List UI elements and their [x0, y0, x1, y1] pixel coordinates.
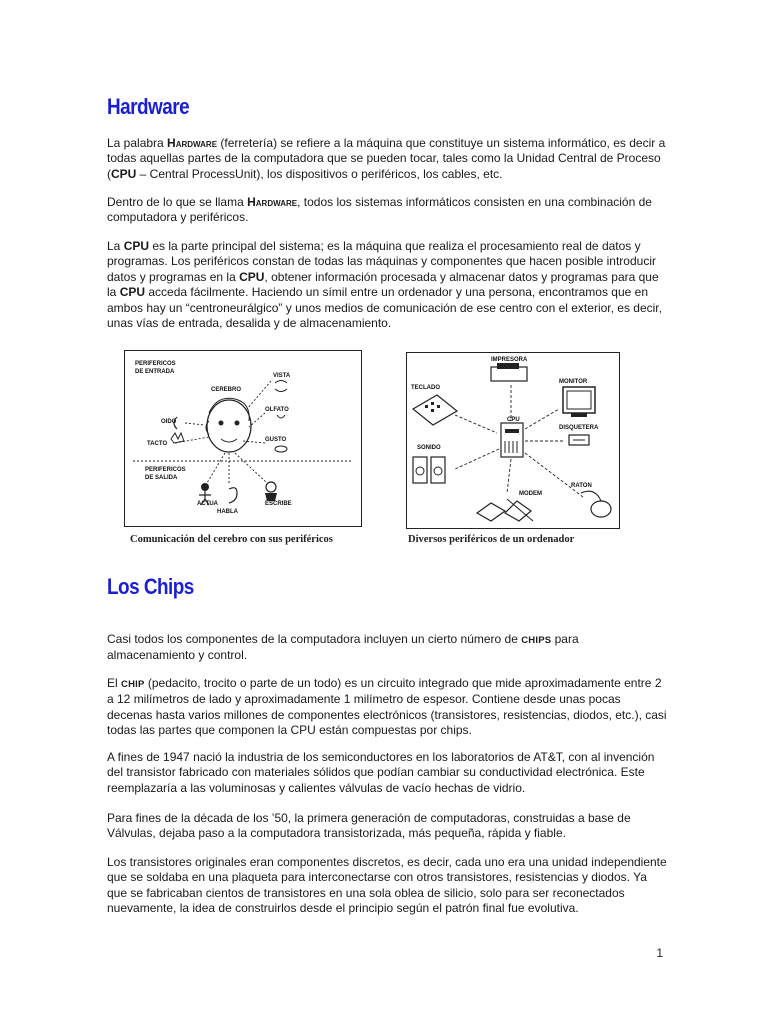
head-shape: [207, 400, 251, 452]
hardware-paragraph-2: Dentro de lo que se llama Hardware, todos los sistemas informáticos consisten en una combinación de computadora y periféricos.: [107, 195, 652, 225]
term-chip: CHIP: [121, 679, 145, 690]
chips-paragraph-3: A fines de 1947 nació la industria de los semiconductores en los laboratorios de AT&T, con al invención del transistor fabricado con materiales sólidos que podían cambiar su conductividad electrónica. Este reemplazaría a las voluminosas y calientes válvulas de vacío hechas de vidrio.: [107, 750, 655, 795]
svg-text:DE ENTRADA: DE ENTRADA: [135, 369, 175, 375]
term-hardware: Hardware: [247, 195, 298, 209]
term-cpu: CPU: [111, 166, 137, 181]
hardware-paragraph-1: La palabra Hardware (ferretería) se refiere a la máquina que constituye un sistema informático, es decir a todas aquellas partes de la computadora que se pueden tocar, tales como la Unidad Central de Proceso (CPU – Central ProcessUnit), los dispositivos o periféricos, los cables, etc.: [107, 136, 666, 181]
heading-los-chips: Los Chips: [107, 574, 194, 599]
label-habla: HABLA: [217, 509, 238, 515]
label-perifericos-salida: PERIFERICOS: [145, 467, 186, 473]
term-hardware: Hardware: [167, 136, 218, 150]
label-olfato: OLFATO: [265, 407, 289, 413]
term-chips: CHIPS: [521, 635, 552, 646]
label-impresora: IMPRESORA: [491, 357, 528, 363]
svg-text:DE SALIDA: DE SALIDA: [145, 475, 178, 481]
label-monitor: MONITOR: [559, 379, 588, 385]
chips-paragraph-1: Casi todos los componentes de la computadora incluyen un cierto número de CHIPS para almacenamiento y control.: [107, 632, 579, 663]
label-cpu: CPU: [507, 417, 520, 423]
heading-hardware: Hardware: [107, 94, 190, 119]
term-cpu: CPU: [239, 269, 265, 284]
figure-caption-right: Diversos periféricos de un ordenador: [408, 534, 575, 545]
figure-computer-peripherals: [406, 352, 620, 529]
hardware-paragraph-3: La CPU es la parte principal del sistema; es la máquina que realiza el procesamiento real de datos y programas. Los periféricos constan de todas las máquinas y componentes que hacen posible introducir datos y programas en la CPU, obtener información procesada y almacenar datos y programas para que la CPU acceda fácilmente. Haciendo un símil entre un ordenador y una persona, encontramos que en ambos hay un “centroneurálgico” y unos medios de comunicación de ese centro con el exterior, es decir, unas vías de entrada, desalida y de almacenamiento.: [107, 239, 662, 331]
label-sonido: SONIDO: [417, 445, 441, 451]
chips-paragraph-4: Para fines de la década de los ’50, la primera generación de computadoras, construidas a base de Válvulas, dejaba paso a la computadora transistorizada, más pequeña, rápida y fiable.: [107, 811, 631, 841]
label-actua: ACTUA: [197, 501, 218, 507]
chips-paragraph-5: Los transistores originales eran componentes discretos, es decir, cada uno era una unidad independiente que se soldaba en una plaqueta para interconectarse con otros transistores, resistencias y diodos. Ya que se fabricaban cientos de transistores en una sola oblea de silicio, solo para ser reconectados nuevamente, la idea de construirlos desde el principio según el patrón final fue evolutiva.: [107, 855, 667, 916]
figure-caption-left: Comunicación del cerebro con sus periféricos: [130, 534, 333, 545]
chips-paragraph-2: El CHIP (pedacito, trocito o parte de un todo) es un circuito integrado que mide aproximadamente entre 2 a 12 milímetros de lado y aproximadamente 1 milímetro de espesor. Contiene desde unas pocas decenas hasta varios millones de componentes electrónicos (transistores, resistencias, diodos, etc.), casi todas las partes que componen la CPU están compuestas por chips.: [107, 676, 667, 738]
label-cerebro: CEREBRO: [211, 387, 242, 393]
label-oido: OIDO: [161, 419, 177, 425]
figure-brain-peripherals: [124, 350, 362, 527]
label-disquetera: DISQUETERA: [559, 425, 599, 431]
computer-diagram-illustration: [407, 353, 619, 528]
label-modem: MODEM: [519, 491, 542, 497]
page-number: 1: [656, 946, 663, 960]
label-perifericos-entrada: PERIFERICOS: [135, 361, 176, 367]
label-teclado: TECLADO: [411, 385, 440, 391]
label-vista: VISTA: [273, 373, 291, 379]
label-gusto: GUSTO: [265, 437, 287, 443]
term-cpu: CPU: [123, 239, 150, 253]
label-escribe: ESCRIBE: [265, 501, 292, 507]
label-tacto: TACTO: [147, 441, 168, 447]
label-raton: RATON: [571, 483, 592, 489]
term-cpu: CPU: [119, 285, 146, 300]
brain-diagram-illustration: [125, 351, 361, 526]
